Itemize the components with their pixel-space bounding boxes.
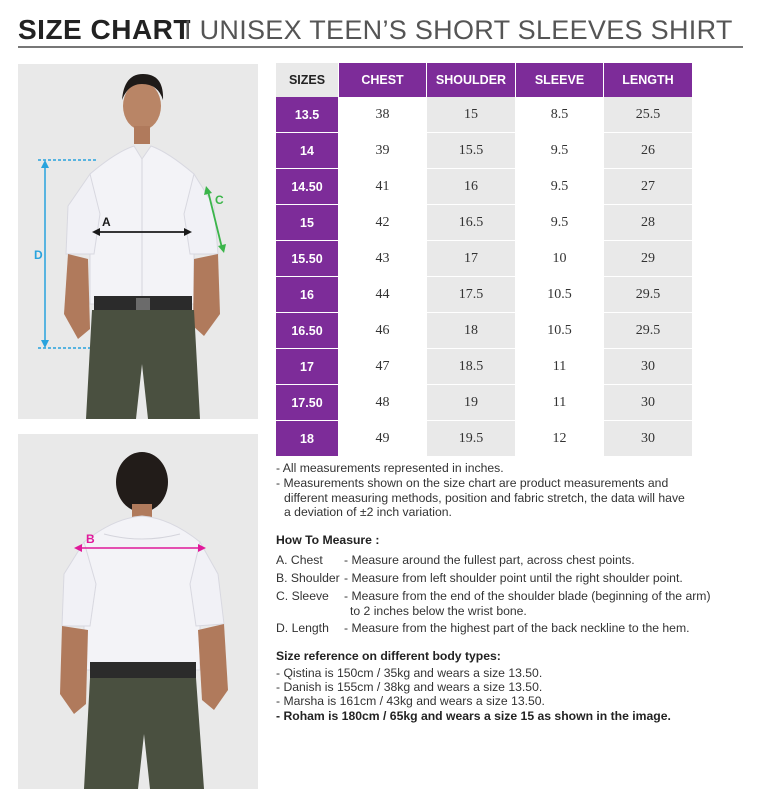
label-d: D <box>34 248 43 262</box>
cell-chest: 43 <box>339 241 427 277</box>
cell-size: 14 <box>276 133 339 169</box>
title-subtitle: I UNISEX TEEN’S SHORT SLEEVES SHIRT <box>184 15 733 45</box>
cell-length: 30 <box>604 349 693 385</box>
list-item: - Roham is 180cm / 65kg and wears a size 15 as shown in the image. <box>276 708 671 723</box>
header-shoulder: SHOULDER <box>427 63 516 97</box>
table-header-row <box>276 63 693 97</box>
how-item-desc: - Measure from the highest part of the back neckline to the hem. <box>344 621 690 635</box>
cell-shoulder: 19.5 <box>427 421 516 457</box>
cell-size: 17.50 <box>276 385 339 421</box>
cell-chest: 46 <box>339 313 427 349</box>
cell-sleeve: 11 <box>516 349 604 385</box>
cell-sleeve: 10.5 <box>516 313 604 349</box>
header-sleeve: SLEEVE <box>516 63 604 97</box>
table-row <box>276 241 693 277</box>
size-table <box>276 63 693 457</box>
how-item-desc: - Measure from left shoulder point until the right shoulder point. <box>344 571 683 585</box>
front-model-illustration <box>18 64 258 419</box>
how-item-desc: - Measure around the fullest part, across chest points. <box>344 553 635 567</box>
cell-size: 18 <box>276 421 339 457</box>
cell-size: 15.50 <box>276 241 339 277</box>
back-photo <box>18 434 258 789</box>
how-item-desc: to 2 inches below the wrist bone. <box>350 604 527 618</box>
how-item-label: B. Shoulder <box>276 571 340 585</box>
cell-size: 16 <box>276 277 339 313</box>
cell-chest: 48 <box>339 385 427 421</box>
table-row <box>276 349 693 385</box>
table-row <box>276 205 693 241</box>
cell-sleeve: 12 <box>516 421 604 457</box>
cell-length: 30 <box>604 385 693 421</box>
cell-chest: 42 <box>339 205 427 241</box>
label-c: C <box>215 193 224 207</box>
cell-chest: 39 <box>339 133 427 169</box>
table-row <box>276 313 693 349</box>
note-line: - All measurements represented in inches. <box>276 461 504 475</box>
cell-sleeve: 8.5 <box>516 97 604 133</box>
table-row <box>276 97 693 133</box>
cell-size: 14.50 <box>276 169 339 205</box>
cell-chest: 44 <box>339 277 427 313</box>
cell-chest: 41 <box>339 169 427 205</box>
note-line: a deviation of ±2 inch variation. <box>284 505 452 520</box>
title-main: SIZE CHART <box>18 14 191 45</box>
table-row <box>276 277 693 313</box>
page-title <box>18 10 743 46</box>
table-row <box>276 385 693 421</box>
table-row <box>276 133 693 169</box>
cell-size: 17 <box>276 349 339 385</box>
how-item-label: D. Length <box>276 621 329 635</box>
cell-shoulder: 18 <box>427 313 516 349</box>
measurement-notes <box>276 461 746 520</box>
note-line: different measuring methods, position and fabric stretch, the data will have <box>284 490 685 505</box>
cell-size: 13.5 <box>276 97 339 133</box>
cell-length: 29 <box>604 241 693 277</box>
cell-shoulder: 19 <box>427 385 516 421</box>
cell-chest: 49 <box>339 421 427 457</box>
cell-chest: 47 <box>339 349 427 385</box>
cell-sleeve: 9.5 <box>516 205 604 241</box>
cell-sleeve: 10.5 <box>516 277 604 313</box>
cell-length: 26 <box>604 133 693 169</box>
list-item: - Danish is 155cm / 38kg and wears a size 13.50. <box>276 680 543 695</box>
size-reference-title: Size reference on different body types: <box>276 649 501 663</box>
cell-shoulder: 17.5 <box>427 277 516 313</box>
table-row <box>276 421 693 457</box>
cell-length: 28 <box>604 205 693 241</box>
cell-sleeve: 11 <box>516 385 604 421</box>
header-chest: CHEST <box>339 63 427 97</box>
header-length: LENGTH <box>604 63 693 97</box>
list-item: - Marsha is 161cm / 43kg and wears a size 13.50. <box>276 694 545 709</box>
cell-shoulder: 16.5 <box>427 205 516 241</box>
cell-chest: 38 <box>339 97 427 133</box>
how-item-label: C. Sleeve <box>276 589 329 603</box>
note-line: - Measurements shown on the size chart are product measurements and <box>276 475 669 490</box>
cell-length: 29.5 <box>604 313 693 349</box>
how-item-label: A. Chest <box>276 553 323 567</box>
cell-length: 27 <box>604 169 693 205</box>
cell-shoulder: 18.5 <box>427 349 516 385</box>
title-divider <box>18 46 743 48</box>
cell-shoulder: 17 <box>427 241 516 277</box>
cell-sleeve: 10 <box>516 241 604 277</box>
cell-length: 25.5 <box>604 97 693 133</box>
front-photo <box>18 64 258 419</box>
cell-shoulder: 16 <box>427 169 516 205</box>
how-to-measure-title: How To Measure : <box>276 533 380 547</box>
label-a: A <box>102 215 111 229</box>
cell-size: 16.50 <box>276 313 339 349</box>
cell-length: 30 <box>604 421 693 457</box>
header-sizes: SIZES <box>276 63 339 97</box>
list-item: - Qistina is 150cm / 35kg and wears a size 13.50. <box>276 666 543 680</box>
size-reference-list <box>276 666 671 723</box>
cell-shoulder: 15 <box>427 97 516 133</box>
cell-length: 29.5 <box>604 277 693 313</box>
label-b: B <box>86 532 95 546</box>
cell-size: 15 <box>276 205 339 241</box>
table-row <box>276 169 693 205</box>
how-item-desc: - Measure from the end of the shoulder blade (beginning of the arm) <box>344 589 711 603</box>
back-model-illustration <box>18 434 258 789</box>
cell-shoulder: 15.5 <box>427 133 516 169</box>
cell-sleeve: 9.5 <box>516 169 604 205</box>
cell-sleeve: 9.5 <box>516 133 604 169</box>
